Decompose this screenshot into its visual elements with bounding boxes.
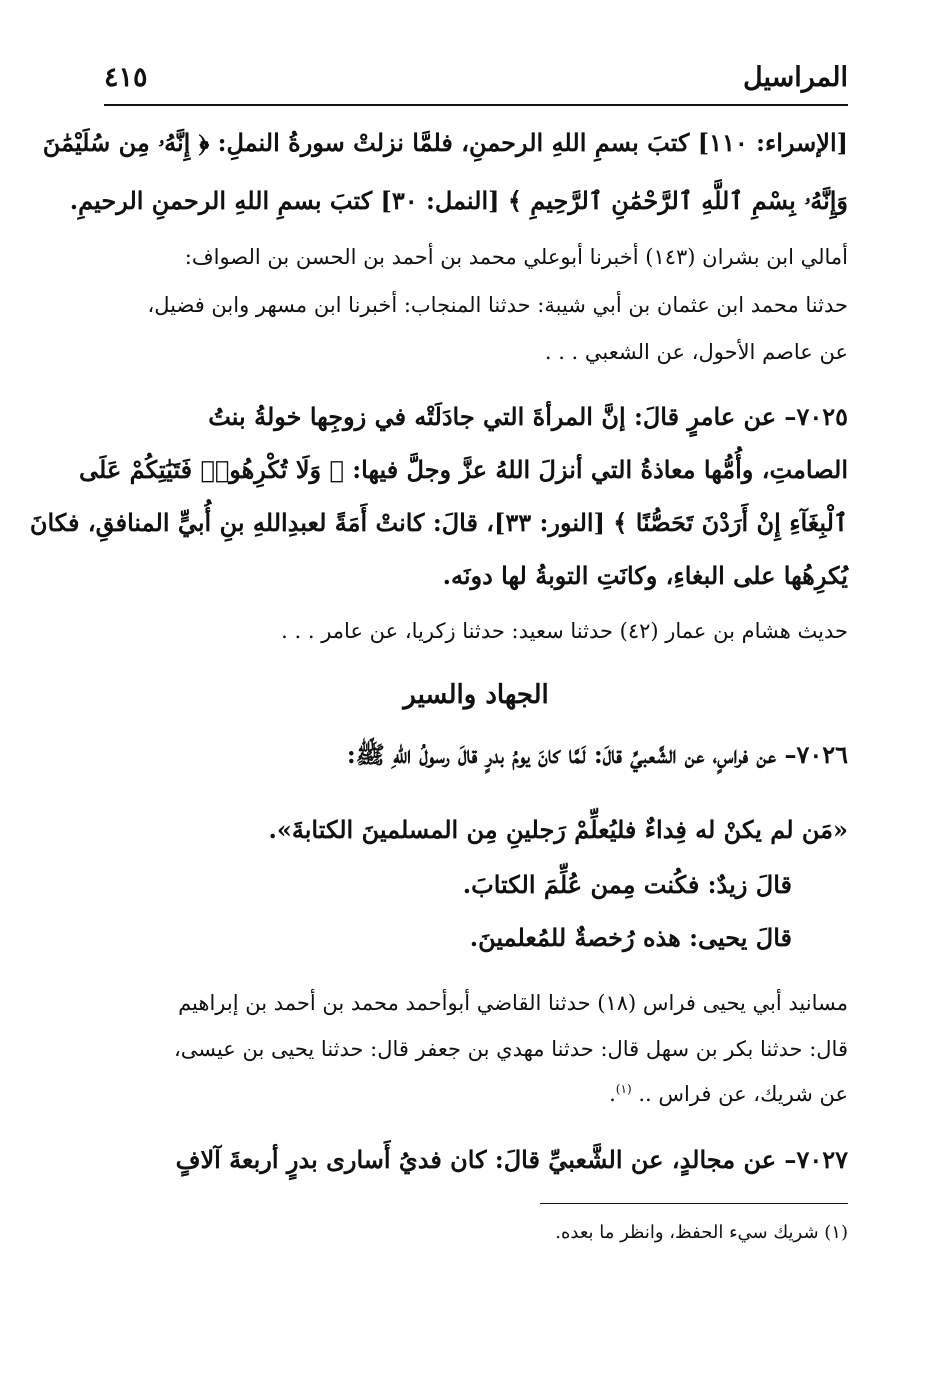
- hadith-line: قالَ يحيى: هذه رُخصةٌ للمُعلمينَ.: [469, 923, 792, 952]
- running-title: المراسيل: [743, 62, 848, 93]
- footnote-ref: (١): [615, 1082, 632, 1096]
- source-line: عن عاصم الأحول، عن الشعبي . . .: [544, 340, 848, 364]
- source-line: حدثنا محمد ابن عثمان بن أبي شيبة: حدثنا المنجاب: أخبرنا ابن مسهر وابن فضيل،: [147, 293, 848, 317]
- hadith-line: ٱلْبِغَآءِ إِنْ أَرَدْنَ تَحَصُّنًا ﴾ [النور: ٣٣]، قالَ: كانتْ أَمَةً لعبدِاللهِ بنِ أُبيٍّ المنافقِ، فكانَ: [29, 508, 848, 537]
- text-line: [الإسراء: ١١٠] كتبَ بسمِ اللهِ الرحمنِ، فلمَّا نزلتْ سورةُ النملِ: ﴿ إِنَّهُۥ مِن سُلَيْمَٰنَ: [42, 128, 848, 157]
- footnote: (١) شريك سيء الحفظ، وانظر ما بعده.: [555, 1222, 848, 1243]
- source-line: قال: حدثنا بكر بن سهل قال: حدثنا مهدي بن جعفر قال: حدثنا يحيى بن عيسى،: [173, 1037, 848, 1061]
- source-line: [104, 1082, 848, 1106]
- hadith-line: ٧٠٢٦– عن فراسٍ، عن الشَّعبيِّ قالَ: لَمَّا كانَ يومُ بدرٍ قالَ رسولُ اللهِ ﷺ:: [346, 740, 848, 769]
- hadith-line: الصامتِ، وأُمُّها معاذةُ التي أنزلَ اللهُ عزَّ وجلَّ فيها: ﴿ وَلَا تُكْرِهُوا۟ فَتَيَٰتِكُمْ عَلَى: [79, 455, 848, 484]
- page-header: [104, 62, 848, 102]
- footnote-rule: [540, 1203, 848, 1204]
- source-line: مسانيد أبي يحيى فراس (١٨) حدثنا القاضي أبوأحمد محمد بن أحمد بن إبراهيم: [178, 991, 848, 1015]
- hadith-line: ٧٠٢٥– عن عامرٍ قالَ: إنَّ المرأةَ التي جادَلَتْه في زوجِها خولةُ بنتُ: [208, 402, 848, 431]
- source-line: حديث هشام بن عمار (٤٢) حدثنا سعيد: حدثنا زكريا، عن عامر . . .: [281, 619, 848, 643]
- page-number: ٤١٥: [104, 62, 148, 93]
- text-line: وَإِنَّهُۥ بِسْمِ ٱللَّهِ ٱلرَّحْمَٰنِ ٱلرَّحِيمِ ﴾ [النمل: ٣٠] كتبَ بسمِ اللهِ الرحمنِ الرحيمِ.: [69, 186, 848, 215]
- hadith-line: ٧٠٢٧– عن مجالدٍ، عن الشَّعبيِّ قالَ: كان فديُ أَسارى بدرٍ أربعةَ آلافٍ: [175, 1145, 848, 1174]
- hadith-line: يُكرِهُها على البغاءِ، وكانَتِ التوبةُ لها دونَه.: [442, 561, 848, 590]
- header-rule: [104, 104, 848, 106]
- source-text: عن شريك، عن فراس ..: [638, 1082, 848, 1106]
- hadith-line: «مَن لم يكنْ له فِداءٌ فليُعلِّمْ رَجلينِ مِن المسلمينَ الكتابةَ».: [268, 815, 848, 844]
- period: .: [609, 1082, 616, 1106]
- hadith-line: قالَ زيدٌ: فكُنت مِمن عُلِّمَ الكتابَ.: [462, 870, 792, 899]
- source-line: أمالي ابن بشران (١٤٣) أخبرنا أبوعلي محمد بن أحمد بن الحسن بن الصواف:: [184, 245, 848, 269]
- section-heading: الجهاد والسير: [403, 680, 549, 710]
